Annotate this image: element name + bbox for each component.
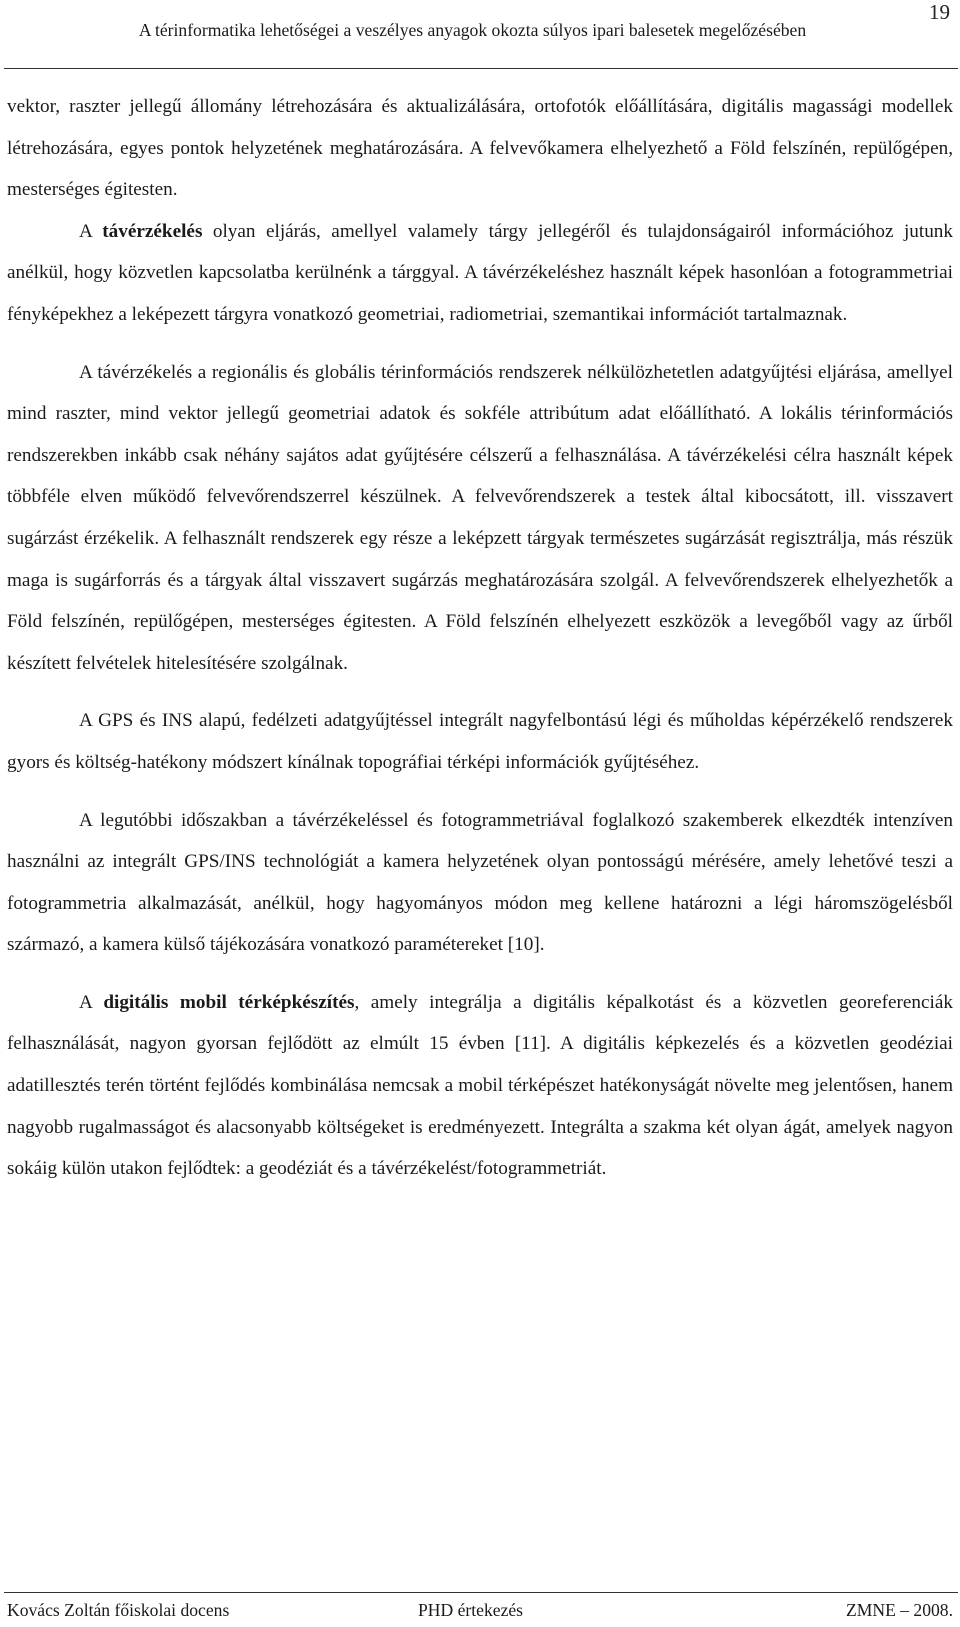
paragraph-1: vektor, raszter jellegű állomány létrehozására és aktualizálására, ortofotók előállítására, digitális magassági modellek létrehozására, egyes pontok helyzetének meghatározására. A felvevőkamera elhelyezhető a Föld felszínén, repülőgépen, mesterséges égitesten. [7,96,953,201]
page-number: 19 [929,0,950,24]
paragraph-2-rest: olyan eljárás, amellyel valamely tárgy jellegéről és tulajdonságairól információhoz jutunk anélkül, hogy közvetlen kapcsolatba kerülnénk a tárggyal. A távérzékeléshez használt képek hasonlóan a fotogrammetriai fényképekhez a leképezett tárgyra vonatkozó geometriai, radiometriai, szemantikai információt tartalmaznak. [7,220,953,325]
term-tavérzékelés: távérzékelés [102,220,203,242]
footer-divider [4,1592,958,1593]
paragraph-2 [7,211,953,336]
paragraph-6-lead: A [79,991,104,1013]
paragraph-6-rest: , amely integrálja a digitális képalkotást és a közvetlen georeferenciák felhasználását, nagyon gyorsan fejlődött az elmúlt 15 évben [11]. A digitális képkezelés és a közvetlen geodéziai adatillesztés terén történt fejlődés kombinálása nemcsak a mobil térképészet hatékonyságát növelte meg jelentősen, hanem nagyobb rugalmasságot és alacsonyabb költségeket is eredményezett. Integrálta a szakma két olyan ágát, amelyek nagyon sokáig külön utakon fejlődtek: a geodéziát és a távérzékelést/fotogrammetriát. [7,991,953,1180]
footer-document-type: PHD értekezés [418,1600,524,1620]
paragraph-6 [7,982,953,1190]
paragraph-4: A GPS és INS alapú, fedélzeti adatgyűjtéssel integrált nagyfelbontású légi és műholdas képérzékelő rendszerek gyors és költség-hatékony módszert kínálnak topográfiai térképi információk gyűjtéséhez. [7,710,953,773]
term-digitalis-mobil-terkepkeszites: digitális mobil térképkészítés [103,991,355,1013]
document-body [7,86,953,1190]
header-divider [4,68,958,69]
paragraph-2-lead: A [79,220,103,242]
paragraph-5: A legutóbbi időszakban a távérzékeléssel és fotogrammetriával foglalkozó szakemberek elkezdték intenzíven használni az integrált GPS/INS technológiát a kamera helyzetének olyan pontosságú mérésére, amely lehetővé teszi a fotogrammetria alkalmazását, anélkül, hogy hagyományos módon meg kellene határozni a légi háromszögelésből származó, a kamera külső tájékozására vonatkozó paramétereket [10]. [7,809,953,956]
footer-institution-year: ZMNE – 2008. [845,1600,953,1620]
running-header: A térinformatika lehetőségei a veszélyes anyagok okozta súlyos ipari balesetek megelőzésében [138,20,807,40]
paragraph-3: A távérzékelés a regionális és globális térinformációs rendszerek nélkülözhetetlen adatgyűjtési eljárása, amellyel mind raszter, mind vektor jellegű geometriai adatok és sokféle attribútum adat előállítható. A lokális térinformációs rendszerekben inkább csak néhány sajátos adat gyűjtésére célszerű a felhasználása. A távérzékelési célra használt képek többféle elven működő felvevőrendszerrel készülnek. A felvevőrendszerek a testek által kibocsátott, ill. visszavert sugárzást érzékelik. A felhasznált rendszerek egy része a leképzett tárgyak természetes sugárzását regisztrálja, más részük maga is sugárforrás és a tárgyak által visszavert sugárzás meghatározására szolgál. A felvevőrendszerek elhelyezhetők a Föld felszínén, repülőgépen, mesterséges égitesten. A Föld felszínén elhelyezett eszközök a levegőből vagy az űrből készített felvételek hitelesítésére szolgálnak. [7,361,953,674]
footer-author: Kovács Zoltán főiskolai docens [7,1600,230,1620]
